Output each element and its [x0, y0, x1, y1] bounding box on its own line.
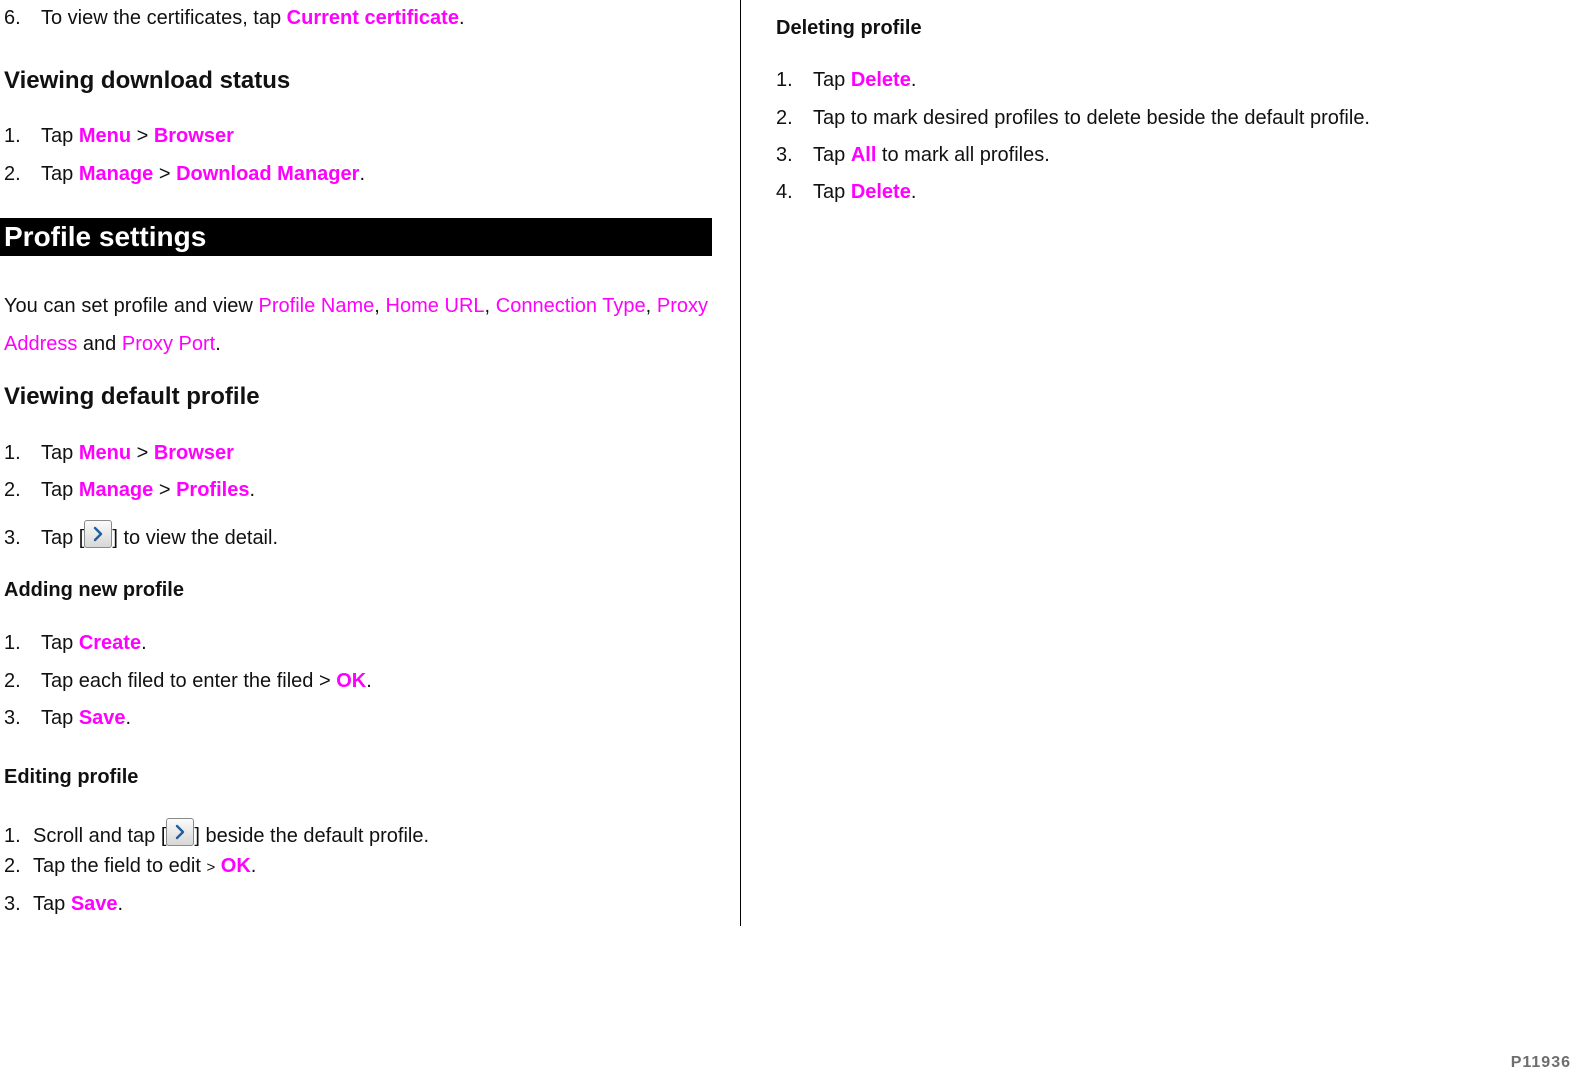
page-id: P11936 — [1510, 1054, 1571, 1071]
deleting-step-2: 2. Tap to mark desired profiles to delete beside the default profile. — [776, 107, 1370, 129]
all-link[interactable]: All — [850, 144, 877, 166]
chevron-right-icon[interactable] — [166, 818, 194, 846]
intro-paragraph: You can set profile and view Profile Name, Home URL, Connection Type, Proxy Address and Proxy Port. — [4, 295, 708, 355]
download-status-heading: Viewing download status — [4, 67, 291, 94]
download-manager-link[interactable]: Download Manager — [176, 163, 360, 185]
ok-link[interactable]: OK — [220, 855, 251, 877]
download-step-2: 2. Tap Manage > Download Manager. — [4, 163, 365, 185]
manage-link[interactable]: Manage — [78, 479, 154, 501]
profile-name-term: Profile Name — [258, 295, 375, 317]
connection-type-term: Connection Type — [495, 295, 646, 317]
chevron-right-icon[interactable] — [84, 520, 112, 548]
menu-link[interactable]: Menu — [78, 442, 132, 464]
save-link[interactable]: Save — [78, 707, 126, 729]
delete-link[interactable]: Delete — [850, 181, 911, 203]
deleting-step-3: 3. Tap All to mark all profiles. — [776, 144, 1050, 166]
ok-link[interactable]: OK — [336, 670, 367, 692]
home-url-term: Home URL — [385, 295, 485, 317]
editing-step-2: 2. Tap the field to edit > OK. — [4, 855, 257, 877]
proxy-port-term: Proxy Port — [121, 333, 216, 355]
step-number: 6. — [4, 7, 21, 29]
proxy-address-term: Proxy Address — [4, 295, 708, 355]
current-certificate-link[interactable]: Current certificate — [286, 7, 459, 29]
save-link[interactable]: Save — [70, 893, 118, 915]
section-title: Profile settings — [4, 221, 207, 252]
default-profile-heading: Viewing default profile — [4, 383, 260, 410]
create-link[interactable]: Create — [78, 632, 142, 654]
adding-profile-heading: Adding new profile — [4, 579, 184, 601]
default-step-2: 2. Tap Manage > Profiles. — [4, 479, 255, 501]
step-text-end: . — [458, 7, 465, 29]
section-title-bar — [0, 218, 712, 256]
deleting-step-4: 4. Tap Delete. — [776, 181, 917, 203]
delete-link[interactable]: Delete — [850, 69, 911, 91]
editing-step-1: 1. Scroll and tap [ ] beside the default profile. — [4, 818, 429, 848]
default-step-1: 1. Tap Menu > Browser — [4, 442, 234, 464]
adding-step-1: 1. Tap Create. — [4, 632, 147, 654]
manage-link[interactable]: Manage — [78, 163, 154, 185]
browser-link[interactable]: Browser — [153, 442, 234, 464]
step-view-certificates — [4, 6, 465, 30]
profiles-link[interactable]: Profiles — [176, 479, 250, 501]
menu-link[interactable]: Menu — [78, 125, 132, 147]
editing-step-3: 3. Tap Save. — [4, 893, 124, 915]
column-divider — [740, 0, 741, 926]
editing-profile-heading: Editing profile — [4, 766, 139, 788]
step-text: To view the certificates, tap — [41, 7, 287, 29]
adding-step-3: 3. Tap Save. — [4, 707, 132, 729]
download-step-1: 1. Tap Menu > Browser — [4, 125, 234, 147]
browser-link[interactable]: Browser — [153, 125, 234, 147]
deleting-profile-heading: Deleting profile — [776, 17, 922, 39]
default-step-3: 3. Tap [ ] to view the detail. — [4, 520, 278, 550]
deleting-step-1: 1. Tap Delete. — [776, 69, 917, 91]
adding-step-2: 2. Tap each filed to enter the filed > OK. — [4, 670, 372, 692]
